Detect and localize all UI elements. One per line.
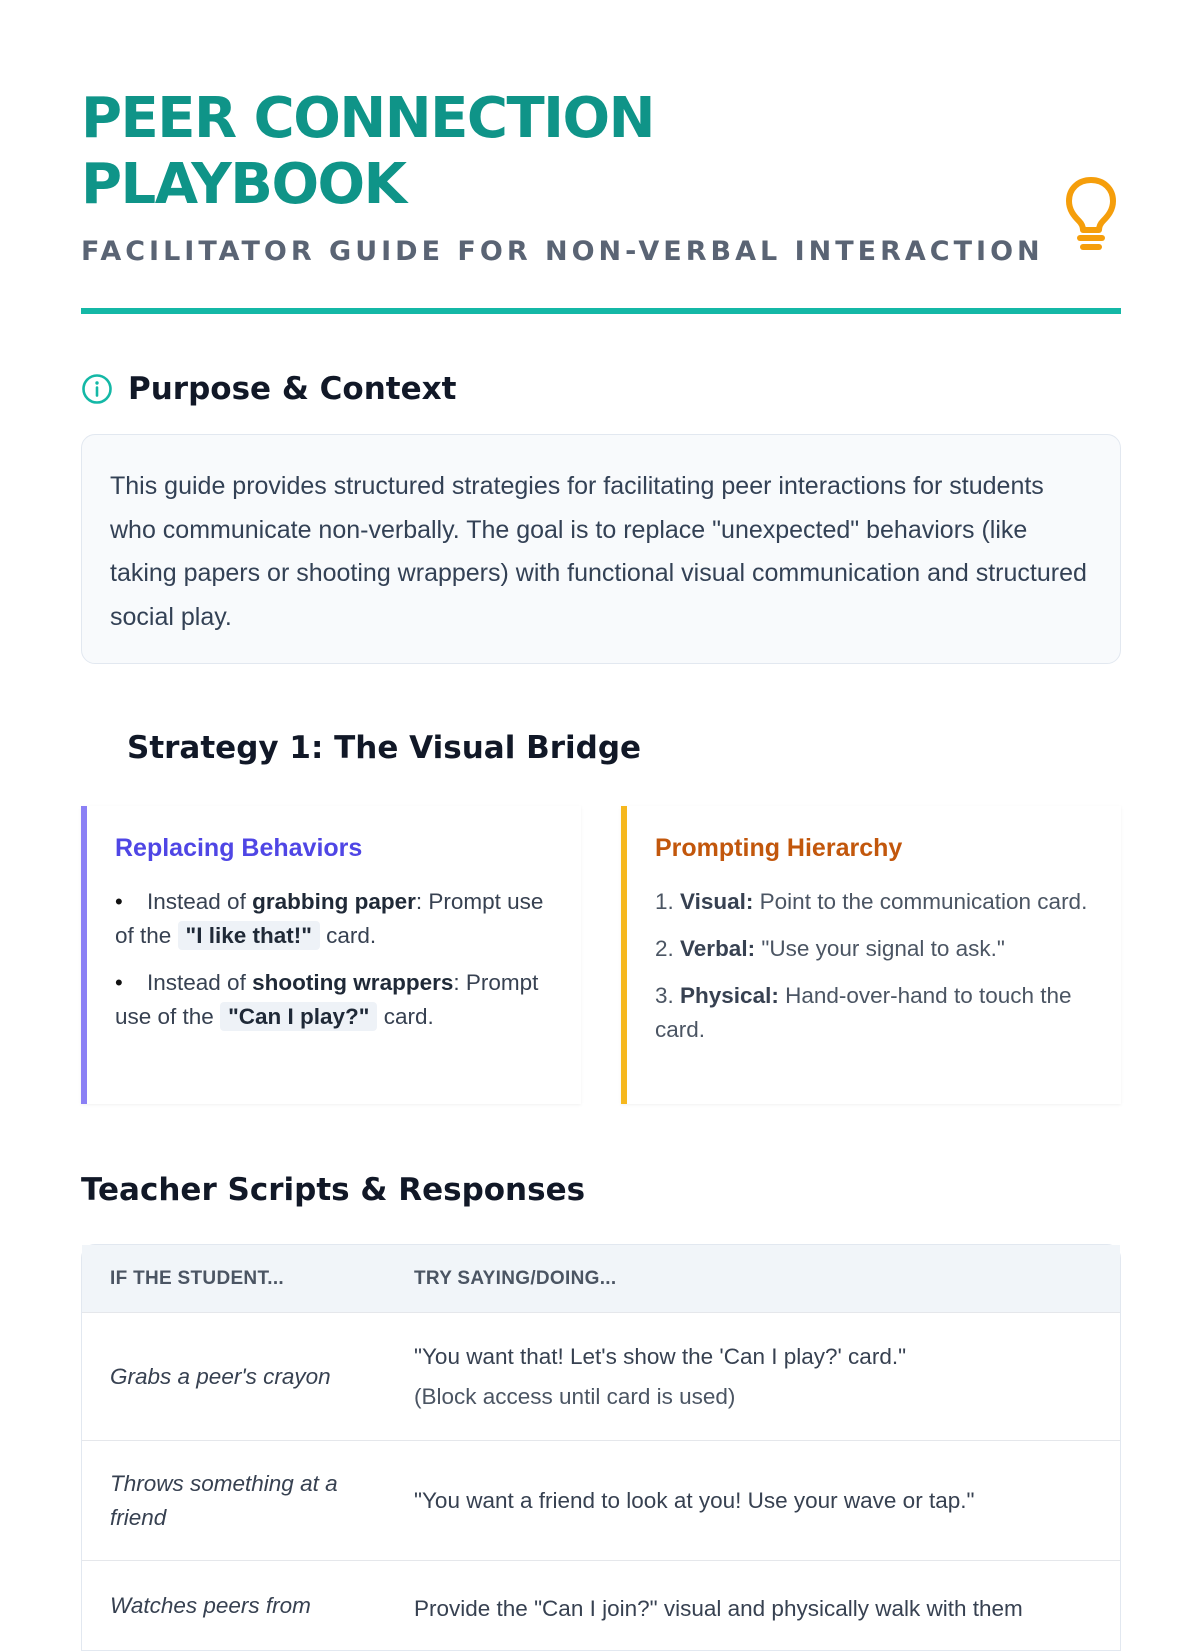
student-cell: Throws something at a friend — [110, 1470, 338, 1530]
list-item: 2. Verbal: "Use your signal to ask." — [655, 936, 1005, 961]
list-item: 1. Visual: Point to the communication card. — [655, 889, 1088, 914]
list-item: • Instead of shooting wrappers: Prompt use of the "Can I play?" card. — [115, 970, 539, 1029]
purpose-heading-text: Purpose & Context — [128, 371, 457, 407]
table-row — [82, 1560, 1120, 1650]
prompting-hierarchy-list — [655, 885, 1095, 1047]
page-title: PEER CONNECTION PLAYBOOK — [81, 86, 654, 217]
list-item: 3. Physical: Hand-over-hand to touch the card. — [655, 983, 1072, 1042]
replacing-behaviors-list — [115, 885, 555, 1034]
page-header — [81, 0, 1121, 314]
strategy-heading: Strategy 1: The Visual Bridge — [127, 730, 642, 766]
card-chip: "I like that!" — [178, 921, 320, 950]
page-subtitle: FACILITATOR GUIDE FOR NON-VERBAL INTERACTION — [81, 236, 1044, 267]
prompting-hierarchy-card — [621, 806, 1121, 1104]
student-cell: Watches peers from — [110, 1593, 311, 1618]
card-chip: "Can I play?" — [220, 1002, 377, 1031]
prompting-hierarchy-title: Prompting Hierarchy — [655, 834, 903, 862]
purpose-heading — [81, 371, 456, 407]
response-note: (Block access until card is used) — [414, 1383, 736, 1409]
playbook-page — [81, 0, 1121, 1621]
response-cell: "You want that! Let's show the 'Can I play?' card." (Block access until card is used) — [414, 1337, 1120, 1417]
table-row — [82, 1440, 1120, 1560]
lightbulb-icon — [1065, 176, 1117, 252]
table-header — [82, 1245, 1120, 1312]
scripts-table — [81, 1244, 1121, 1651]
response-cell: "You want a friend to look at you! Use your wave or tap." — [414, 1487, 975, 1513]
column-header-student: IF THE STUDENT... — [110, 1267, 284, 1289]
replacing-behaviors-card — [81, 806, 581, 1104]
purpose-body: This guide provides structured strategies for facilitating peer interactions for students who communicate non-verbally. The goal is to replace "unexpected" behaviors (like taking papers or shooting wrappers) with functional visual communication and structured social play. — [110, 472, 1087, 631]
replacing-behaviors-title: Replacing Behaviors — [115, 834, 363, 862]
student-cell: Grabs a peer's crayon — [110, 1363, 331, 1389]
table-row — [82, 1312, 1120, 1440]
list-item: • Instead of grabbing paper: Prompt use of the "I like that!" card. — [115, 889, 544, 948]
purpose-box — [81, 434, 1121, 664]
info-icon — [81, 373, 113, 405]
column-header-response: TRY SAYING/DOING... — [414, 1267, 617, 1289]
response-cell: Provide the "Can I join?" visual and physically walk with them — [414, 1596, 1023, 1621]
scripts-heading: Teacher Scripts & Responses — [81, 1172, 586, 1208]
